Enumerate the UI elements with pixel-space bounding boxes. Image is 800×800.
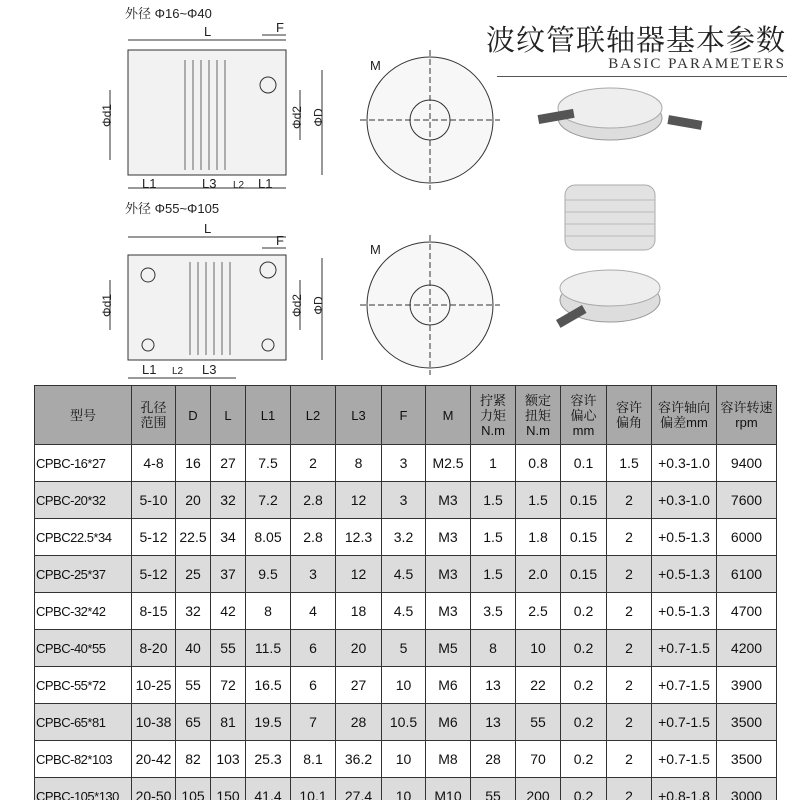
- model-cell: CPBC-32*42: [35, 593, 132, 630]
- dim-L1: L1: [258, 176, 273, 191]
- table-cell: 12: [336, 556, 382, 593]
- model-cell: CPBC-82*103: [35, 741, 132, 778]
- table-cell: 20-50: [132, 778, 176, 800]
- dim-d2: Φd2: [289, 294, 304, 317]
- column-header: 容许 偏心 mm: [561, 386, 607, 445]
- column-header: 容许转速 rpm: [717, 386, 777, 445]
- table-cell: M6: [426, 667, 471, 704]
- table-row: [35, 593, 777, 630]
- table-cell: 4700: [717, 593, 777, 630]
- table-cell: 6: [291, 667, 336, 704]
- table-cell: 2.5: [516, 593, 561, 630]
- table-cell: 7.5: [246, 445, 291, 482]
- table-cell: +0.5-1.3: [652, 519, 717, 556]
- product-photos: [538, 88, 703, 328]
- dim-d2: Φd2: [289, 106, 304, 129]
- table-cell: 20: [176, 482, 211, 519]
- table-cell: 40: [176, 630, 211, 667]
- dim-M: M: [370, 58, 381, 73]
- table-cell: 3: [382, 482, 426, 519]
- column-header: 额定 扭矩 N.m: [516, 386, 561, 445]
- table-cell: 16.5: [246, 667, 291, 704]
- table-cell: 32: [211, 482, 246, 519]
- dim-D: ΦD: [311, 108, 326, 127]
- dim-F: F: [276, 233, 284, 248]
- table-cell: 5-12: [132, 519, 176, 556]
- table-cell: 27: [336, 667, 382, 704]
- table-cell: 3000: [717, 778, 777, 800]
- table-cell: 4-8: [132, 445, 176, 482]
- table-cell: M3: [426, 593, 471, 630]
- table-cell: 1.5: [516, 482, 561, 519]
- table-cell: +0.7-1.5: [652, 704, 717, 741]
- table-row: [35, 778, 777, 800]
- column-header: L2: [291, 386, 336, 445]
- table-cell: 5-10: [132, 482, 176, 519]
- table-cell: 70: [516, 741, 561, 778]
- table-cell: 13: [471, 667, 516, 704]
- table-cell: 3500: [717, 741, 777, 778]
- table-cell: 2.8: [291, 482, 336, 519]
- table-cell: 10: [516, 630, 561, 667]
- table-cell: 0.8: [516, 445, 561, 482]
- table-cell: 8.05: [246, 519, 291, 556]
- table-row: [35, 482, 777, 519]
- dim-M: M: [370, 242, 381, 257]
- model-cell: CPBC22.5*34: [35, 519, 132, 556]
- table-cell: M3: [426, 482, 471, 519]
- model-cell: CPBC-40*55: [35, 630, 132, 667]
- table-cell: 2: [607, 630, 652, 667]
- top-diameter-range: 外径 Φ16~Φ40: [125, 6, 212, 21]
- dim-L1: L1: [142, 362, 157, 377]
- table-cell: 32: [176, 593, 211, 630]
- table-cell: 5: [382, 630, 426, 667]
- table-cell: 2: [607, 482, 652, 519]
- model-cell: CPBC-20*32: [35, 482, 132, 519]
- table-cell: M3: [426, 519, 471, 556]
- table-cell: 12.3: [336, 519, 382, 556]
- table-cell: 7.2: [246, 482, 291, 519]
- table-cell: 22.5: [176, 519, 211, 556]
- table-cell: 13: [471, 704, 516, 741]
- dim-L: L: [204, 221, 212, 236]
- table-cell: 34: [211, 519, 246, 556]
- table-cell: 7600: [717, 482, 777, 519]
- table-cell: 72: [211, 667, 246, 704]
- dim-D: ΦD: [311, 296, 326, 315]
- table-cell: +0.7-1.5: [652, 741, 717, 778]
- table-cell: 3.2: [382, 519, 426, 556]
- table-cell: M10: [426, 778, 471, 800]
- table-cell: 2: [607, 593, 652, 630]
- table-cell: 4.5: [382, 593, 426, 630]
- table-cell: 8-15: [132, 593, 176, 630]
- table-cell: 55: [516, 704, 561, 741]
- table-cell: M8: [426, 741, 471, 778]
- table-cell: 10: [382, 667, 426, 704]
- table-cell: 42: [211, 593, 246, 630]
- table-cell: 0.2: [561, 741, 607, 778]
- table-row: [35, 667, 777, 704]
- table-cell: 82: [176, 741, 211, 778]
- table-cell: +0.3-1.0: [652, 445, 717, 482]
- table-cell: 2: [291, 445, 336, 482]
- table-cell: 16: [176, 445, 211, 482]
- dim-L: L: [204, 24, 212, 39]
- table-cell: 2: [607, 741, 652, 778]
- table-cell: 3500: [717, 704, 777, 741]
- column-header: M: [426, 386, 471, 445]
- model-cell: CPBC-25*37: [35, 556, 132, 593]
- dim-L3: L3: [202, 362, 217, 377]
- table-cell: 2: [607, 667, 652, 704]
- table-cell: 8-20: [132, 630, 176, 667]
- table-cell: 6100: [717, 556, 777, 593]
- dim-d1: Φd1: [99, 294, 114, 317]
- column-header: 型号: [35, 386, 132, 445]
- coupling-drawings: [0, 0, 800, 385]
- table-cell: 6: [291, 630, 336, 667]
- table-cell: +0.7-1.5: [652, 630, 717, 667]
- table-cell: 27.4: [336, 778, 382, 800]
- dim-L1: L1: [142, 176, 157, 191]
- table-cell: 25: [176, 556, 211, 593]
- table-cell: 55: [176, 667, 211, 704]
- column-header: D: [176, 386, 211, 445]
- table-cell: M5: [426, 630, 471, 667]
- table-row: [35, 630, 777, 667]
- column-header: 容许轴向 偏差mm: [652, 386, 717, 445]
- model-cell: CPBC-105*130: [35, 778, 132, 800]
- table-cell: 65: [176, 704, 211, 741]
- table-cell: 28: [471, 741, 516, 778]
- table-cell: 20-42: [132, 741, 176, 778]
- table-cell: 1: [471, 445, 516, 482]
- table-cell: 0.2: [561, 667, 607, 704]
- table-cell: +0.3-1.0: [652, 482, 717, 519]
- table-cell: 105: [176, 778, 211, 800]
- table-cell: 1.5: [471, 556, 516, 593]
- dim-L3: L3: [202, 176, 217, 191]
- table-cell: 9400: [717, 445, 777, 482]
- table-cell: 9.5: [246, 556, 291, 593]
- table-cell: 10-25: [132, 667, 176, 704]
- table-header-row: [35, 386, 777, 445]
- column-header: F: [382, 386, 426, 445]
- table-cell: 41.4: [246, 778, 291, 800]
- table-cell: 36.2: [336, 741, 382, 778]
- table-cell: 0.15: [561, 556, 607, 593]
- column-header: 孔径 范围: [132, 386, 176, 445]
- table-cell: 27: [211, 445, 246, 482]
- table-cell: 1.8: [516, 519, 561, 556]
- column-header: L3: [336, 386, 382, 445]
- table-cell: 0.2: [561, 593, 607, 630]
- dim-L2: L2: [172, 366, 184, 377]
- column-header: 容许 偏角: [607, 386, 652, 445]
- table-cell: 150: [211, 778, 246, 800]
- table-cell: 19.5: [246, 704, 291, 741]
- table-cell: 10: [382, 741, 426, 778]
- table-cell: 8: [471, 630, 516, 667]
- table-cell: 3900: [717, 667, 777, 704]
- table-cell: +0.8-1.8: [652, 778, 717, 800]
- table-cell: 4200: [717, 630, 777, 667]
- table-row: [35, 704, 777, 741]
- column-header: 拧紧 力矩 N.m: [471, 386, 516, 445]
- table-cell: 6000: [717, 519, 777, 556]
- dim-F: F: [276, 20, 284, 35]
- table-cell: M6: [426, 704, 471, 741]
- table-cell: 2: [607, 556, 652, 593]
- table-cell: 3: [291, 556, 336, 593]
- table-cell: 1.5: [471, 482, 516, 519]
- table-cell: 18: [336, 593, 382, 630]
- table-cell: 5-12: [132, 556, 176, 593]
- table-row: [35, 556, 777, 593]
- parameters-table: [34, 385, 777, 800]
- table-cell: 2.0: [516, 556, 561, 593]
- table-cell: 25.3: [246, 741, 291, 778]
- table-cell: 1.5: [471, 519, 516, 556]
- table-cell: 0.2: [561, 630, 607, 667]
- table-cell: M3: [426, 556, 471, 593]
- table-cell: 0.15: [561, 482, 607, 519]
- table-cell: 8.1: [291, 741, 336, 778]
- table-cell: 4: [291, 593, 336, 630]
- column-header: L1: [246, 386, 291, 445]
- table-cell: 10.5: [382, 704, 426, 741]
- table-cell: 1.5: [607, 445, 652, 482]
- table-cell: 10-38: [132, 704, 176, 741]
- table-cell: +0.7-1.5: [652, 667, 717, 704]
- model-cell: CPBC-65*81: [35, 704, 132, 741]
- dim-d1: Φd1: [99, 104, 114, 127]
- table-cell: 103: [211, 741, 246, 778]
- table-row: [35, 519, 777, 556]
- table-cell: 2: [607, 778, 652, 800]
- table-cell: 7: [291, 704, 336, 741]
- table-cell: 0.2: [561, 778, 607, 800]
- table-cell: +0.5-1.3: [652, 593, 717, 630]
- table-cell: +0.5-1.3: [652, 556, 717, 593]
- table-cell: 0.2: [561, 704, 607, 741]
- table-cell: 8: [246, 593, 291, 630]
- model-cell: CPBC-55*72: [35, 667, 132, 704]
- table-cell: M2.5: [426, 445, 471, 482]
- table-cell: 55: [471, 778, 516, 800]
- table-cell: 2.8: [291, 519, 336, 556]
- table-cell: 11.5: [246, 630, 291, 667]
- table-cell: 0.1: [561, 445, 607, 482]
- table-cell: 12: [336, 482, 382, 519]
- table-cell: 2: [607, 704, 652, 741]
- table-cell: 28: [336, 704, 382, 741]
- model-cell: CPBC-16*27: [35, 445, 132, 482]
- page-subtitle: BASIC PARAMETERS: [608, 56, 786, 72]
- table-cell: 55: [211, 630, 246, 667]
- page-title: 波纹管联轴器基本参数: [485, 25, 786, 57]
- table-cell: 2: [607, 519, 652, 556]
- table-cell: 10: [382, 778, 426, 800]
- table-cell: 81: [211, 704, 246, 741]
- table-cell: 10.1: [291, 778, 336, 800]
- dim-L2: L2: [233, 180, 245, 191]
- table-row: [35, 445, 777, 482]
- table-cell: 3.5: [471, 593, 516, 630]
- column-header: L: [211, 386, 246, 445]
- table-cell: 22: [516, 667, 561, 704]
- table-cell: 8: [336, 445, 382, 482]
- table-cell: 37: [211, 556, 246, 593]
- table-row: [35, 741, 777, 778]
- table-cell: 4.5: [382, 556, 426, 593]
- table-cell: 3: [382, 445, 426, 482]
- table-cell: 200: [516, 778, 561, 800]
- table-cell: 0.15: [561, 519, 607, 556]
- bottom-diameter-range: 外径 Φ55~Φ105: [125, 201, 220, 216]
- table-cell: 20: [336, 630, 382, 667]
- top-coupling-body: [128, 50, 286, 175]
